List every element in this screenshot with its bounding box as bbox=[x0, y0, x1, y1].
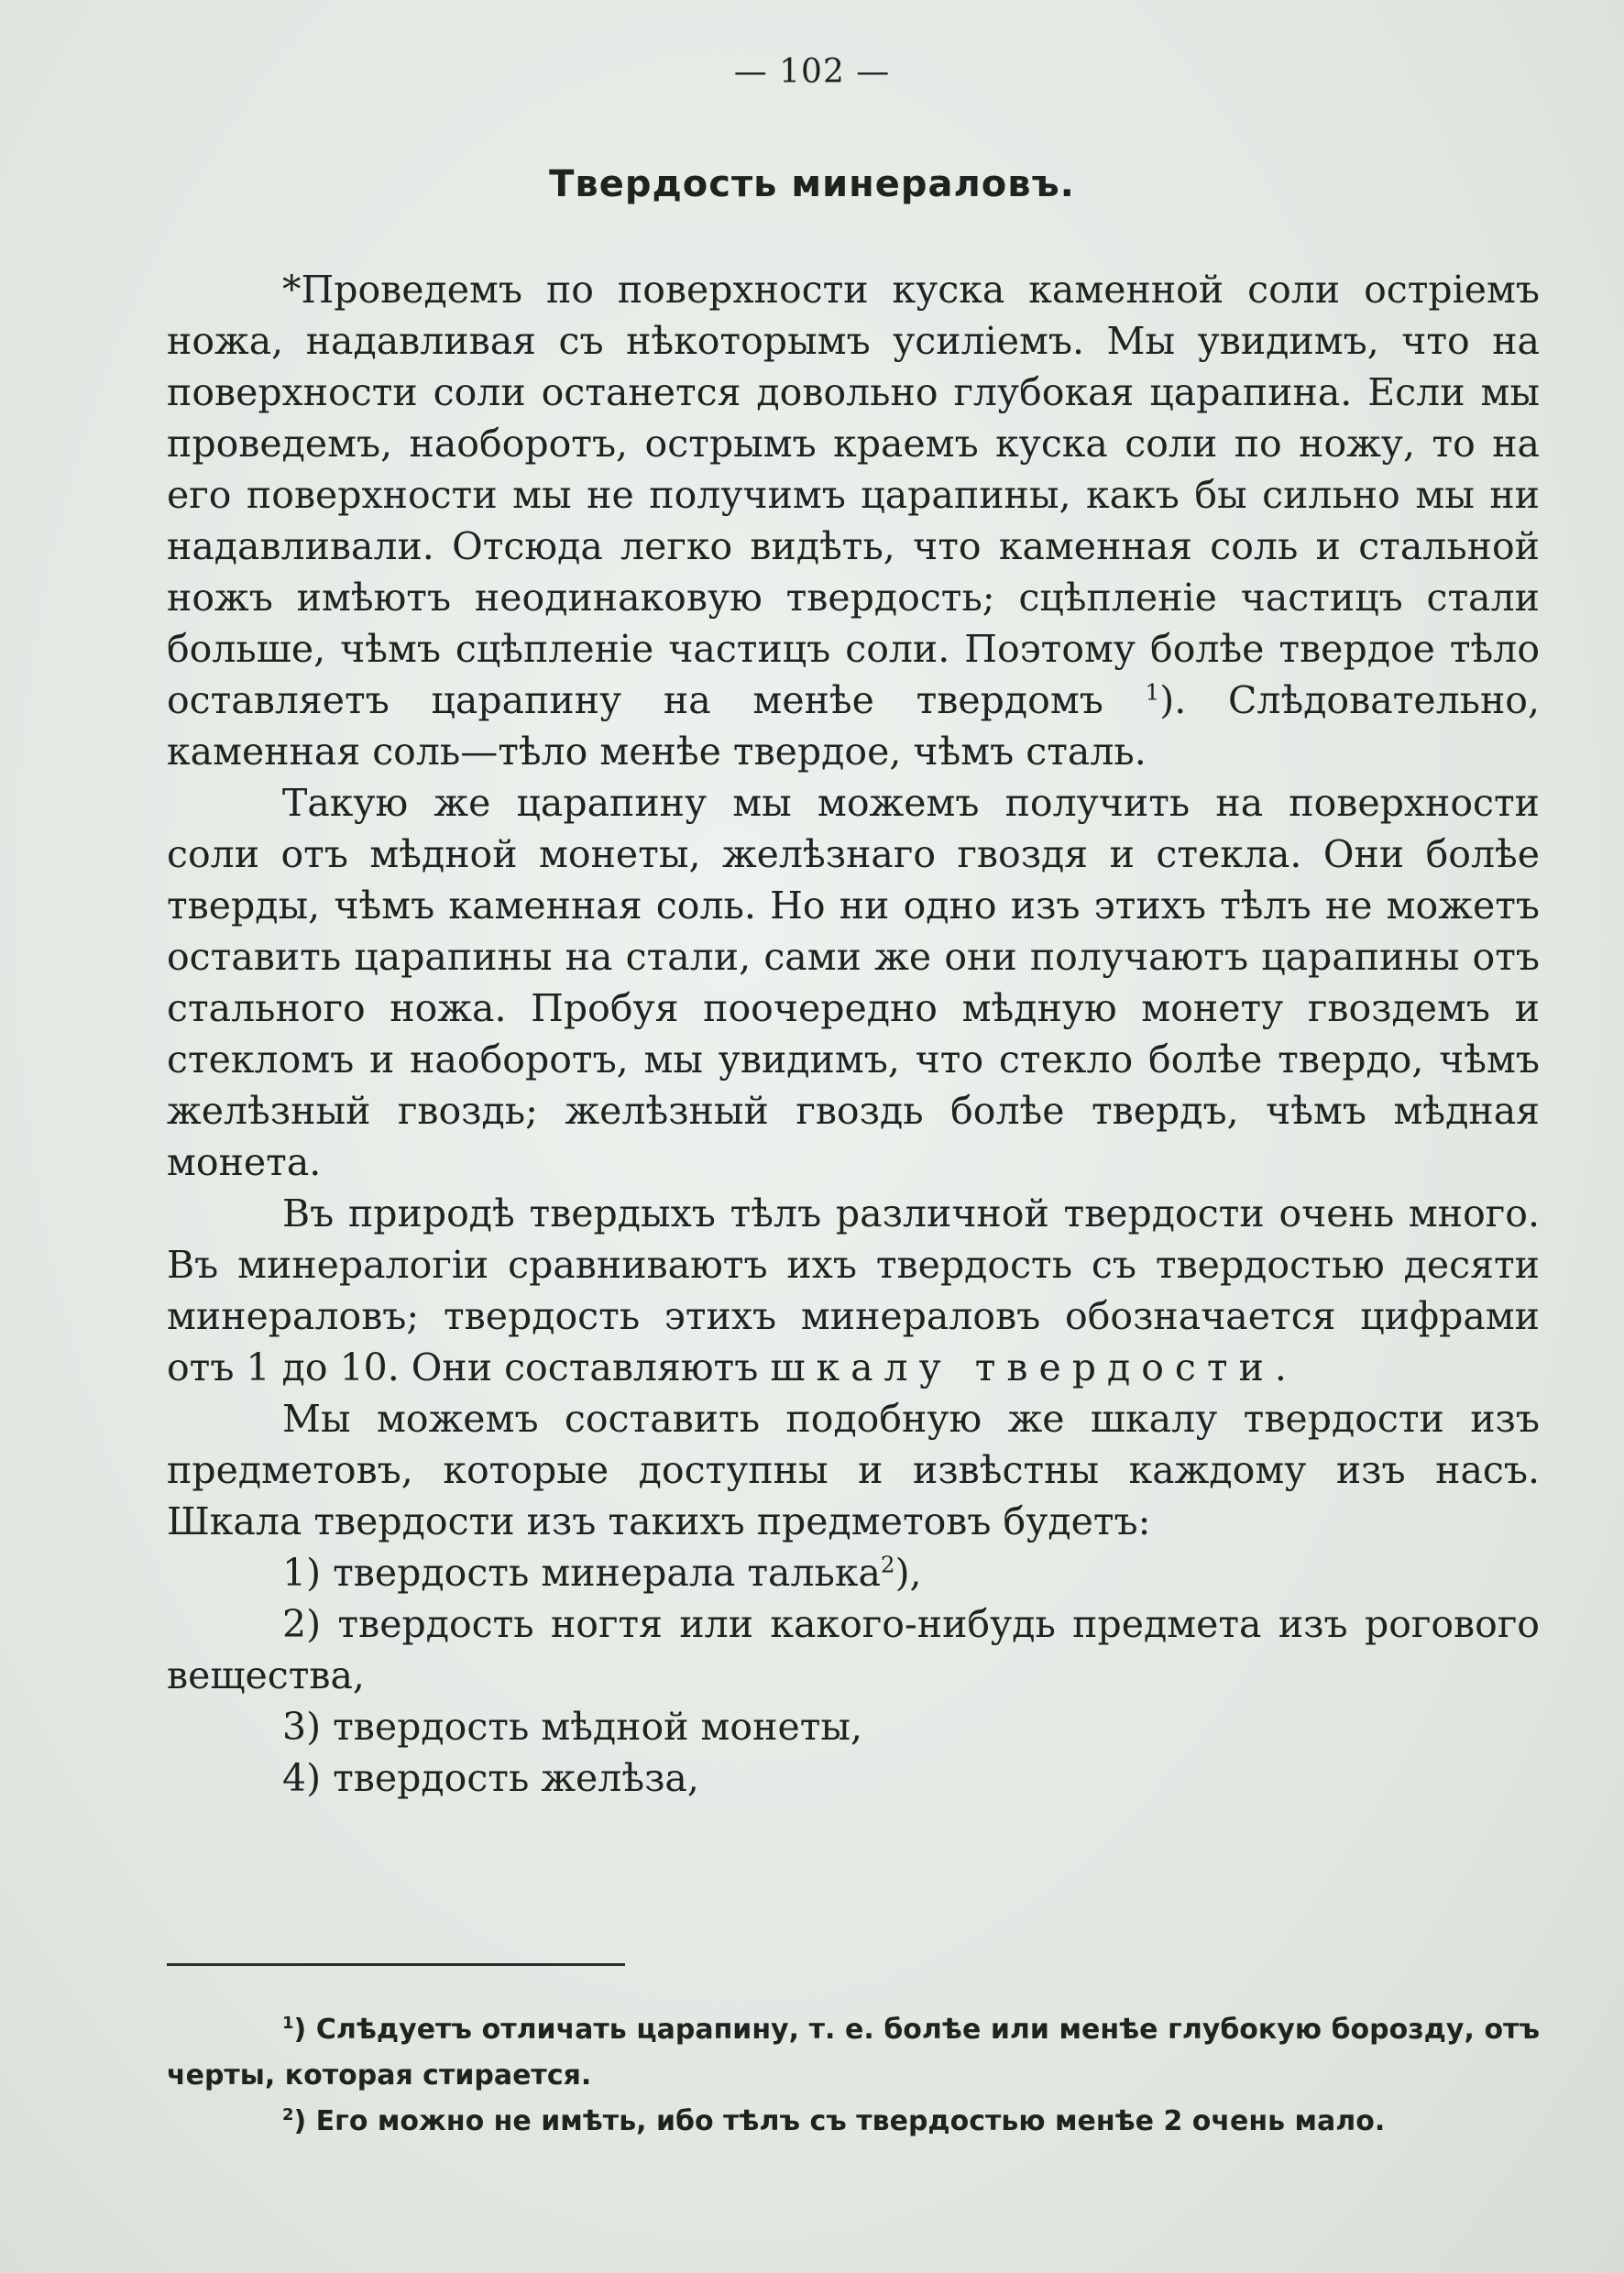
hardness-scale-term: шкалу твердости. bbox=[770, 1345, 1298, 1389]
footnote-1 bbox=[167, 2007, 1540, 2099]
footnote-1-text: ) Слѣдуетъ отличать царапину, т. е. болѣе или менѣе глубокую борозду, отъ черты, которая стирается. bbox=[167, 2014, 1540, 2092]
paragraph-4: Мы можемъ составить подобную же шкалу твердости изъ предметовъ, которые доступны и извѣстны каждому изъ насъ. Шкала твердости изъ такихъ предметовъ будетъ: bbox=[167, 1397, 1540, 1543]
footnote-2 bbox=[167, 2099, 1540, 2145]
hardness-scale-list bbox=[167, 1547, 1540, 1804]
footnote-mark-2: 2 bbox=[282, 2105, 294, 2125]
footnote-ref-2: 2 bbox=[880, 1551, 895, 1578]
paragraph-1-tail: ). Слѣдовательно, каменная соль—тѣло менѣе твердое, чѣмъ сталь. bbox=[167, 678, 1540, 774]
list-item-1-text: 1) твердость минерала талька bbox=[282, 1551, 881, 1595]
paragraph-1-text: *Проведемъ по поверхности куска каменной соли остріемъ ножа, надавливая съ нѣкоторымъ усиліемъ. Мы увидимъ, что на поверхности соли останется довольно глубокая царапина. Если мы проведемъ, наоборотъ, острымъ краемъ куска соли по ножу, то на его поверхности мы не получимъ царапины, какъ бы сильно мы ни надавливали. Отсюда легко видѣть, что каменная соль и стальной ножъ имѣютъ неодинаковую твердость; сцѣпленіе частицъ стали больше, чѣмъ сцѣпленіе частицъ соли. Поэтому болѣе твердое тѣло оставляетъ царапину на менѣе твердомъ bbox=[167, 268, 1540, 722]
footnote-2-text: ) Его можно не имѣть, ибо тѣлъ съ твердостью менѣе 2 очень мало. bbox=[293, 2105, 1386, 2137]
footnotes bbox=[167, 2007, 1540, 2145]
list-item bbox=[167, 1547, 1540, 1598]
body-text bbox=[167, 264, 1540, 1804]
section-title: Твердость минераловъ. bbox=[549, 163, 1075, 205]
footnote-divider bbox=[167, 1963, 625, 1966]
list-item: 4) твердость желѣза, bbox=[282, 1756, 699, 1800]
footnote-mark-1: 1 bbox=[282, 2014, 294, 2033]
footnote-ref-1: 1 bbox=[1145, 678, 1160, 706]
list-item: 3) твердость мѣдной монеты, bbox=[282, 1705, 863, 1749]
paragraph-2: Такую же царапину мы можемъ получить на поверхности соли отъ мѣдной монеты, желѣзнаго гвоздя и стекла. Они болѣе тверды, чѣмъ каменная соль. Но ни одно изъ этихъ тѣлъ не можетъ оставить царапины на стали, сами же они получаютъ царапины отъ стального ножа. Пробуя поочередно мѣдную монету гвоздемъ и стекломъ и наоборотъ, мы увидимъ, что стекло болѣе твердо, чѣмъ желѣзный гвоздь; желѣзный гвоздь болѣе твердъ, чѣмъ мѣдная монета. bbox=[167, 781, 1540, 1184]
page-number: — 102 — bbox=[733, 53, 891, 91]
paragraph-3 bbox=[167, 1188, 1540, 1393]
paragraph-3-text: Въ природѣ твердыхъ тѣлъ различной твердости очень много. Въ минералогіи сравниваютъ ихъ твердость съ твердостью десяти минераловъ; твердость этихъ минераловъ обозначается цифрами отъ 1 до 10. Они составляютъ bbox=[167, 1191, 1540, 1389]
paragraph-1 bbox=[167, 264, 1540, 777]
list-item-1-tail: ), bbox=[894, 1551, 922, 1595]
list-item: 2) твердость ногтя или какого-нибудь предмета изъ рогового вещества, bbox=[167, 1602, 1540, 1697]
